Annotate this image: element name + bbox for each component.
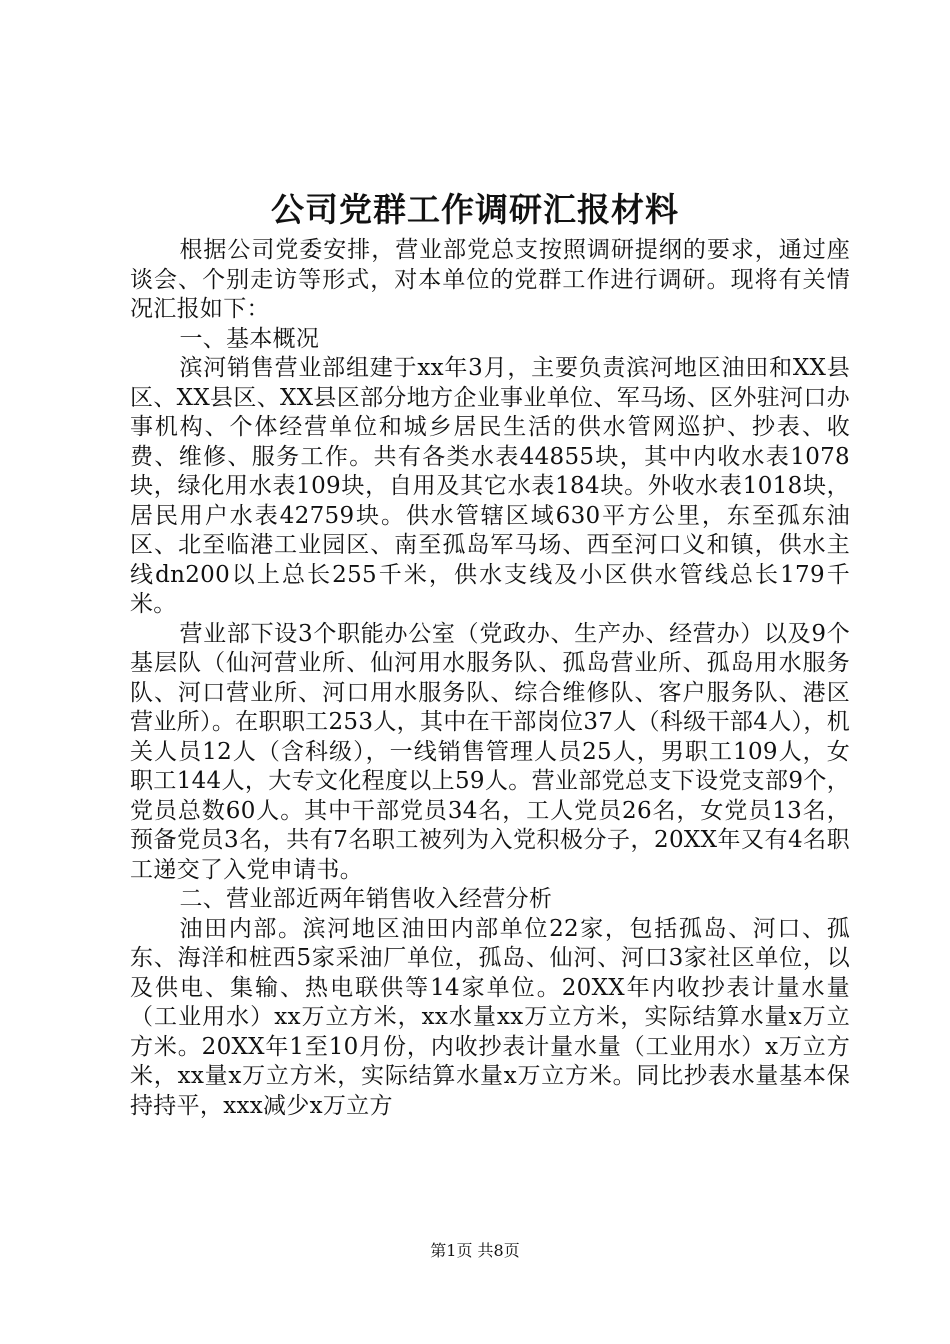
document-body	[130, 236, 850, 1121]
paragraph-organization: 营业部下设3个职能办公室（党政办、生产办、经营办）以及9个基层队（仙河营业所、仙河用水服务队、孤岛营业所、孤岛用水服务队、河口营业所、河口用水服务队、综合维修队、客户服务队、港区营业所）。在职职工253人，其中在干部岗位37人（科级干部4人），机关人员12人（含科级），一线销售管理人员25人，男职工109人，女职工144人，大专文化程度以上59人。营业部党总支下设党支部9个，党员总数60人。其中干部党员34名，工人党员26名，女党员13名，预备党员3名，共有7名职工被列为入党积极分子，20XX年又有4名职工递交了入党申请书。	[130, 620, 850, 883]
paragraph-oilfield: 油田内部。滨河地区油田内部单位22家，包括孤岛、河口、孤东、海洋和桩西5家采油厂单位，孤岛、仙河、河口3家社区单位，以及供电、集输、热电联供等14家单位。20XX年内收抄表计量水量（工业用水）xx万立方米，xx水量xx万立方米，实际结算水量x万立方米。20XX年1至10月份，内收抄表计量水量（工业用水）x万立方米，xx量x万立方米，实际结算水量x万立方米。同比抄表水量基本保持持平，xxx减少x万立方	[130, 915, 850, 1119]
page-footer: 第1页 共8页	[430, 1241, 520, 1260]
section-heading-overview: 一、基本概况	[179, 325, 320, 352]
document-title: 公司党群工作调研汇报材料	[271, 190, 679, 229]
section-heading-analysis: 二、营业部近两年销售收入经营分析	[179, 886, 553, 912]
paragraph-overview: 滨河销售营业部组建于xx年3月，主要负责滨河地区油田和XX县区、XX县区、XX县区部分地方企业事业单位、军马场、区外驻河口办事机构、个体经营单位和城乡居民生活的供水管网巡护、抄表、收费、维修、服务工作。共有各类水表44855块，其中内收水表1078块，绿化用水表109块，自用及其它水表184块。外收水表1018块，居民用户水表42759块。供水管辖区域630平方公里，东至孤东油区、北至临港工业园区、南至孤岛军马场、西至河口义和镇，供水主线dn200以上总长255千米，供水支线及小区供水管线总长179千米。	[130, 355, 850, 617]
paragraph-intro: 根据公司党委安排，营业部党总支按照调研提纲的要求，通过座谈会、个别走访等形式，对本单位的党群工作进行调研。现将有关情况汇报如下：	[130, 237, 850, 322]
